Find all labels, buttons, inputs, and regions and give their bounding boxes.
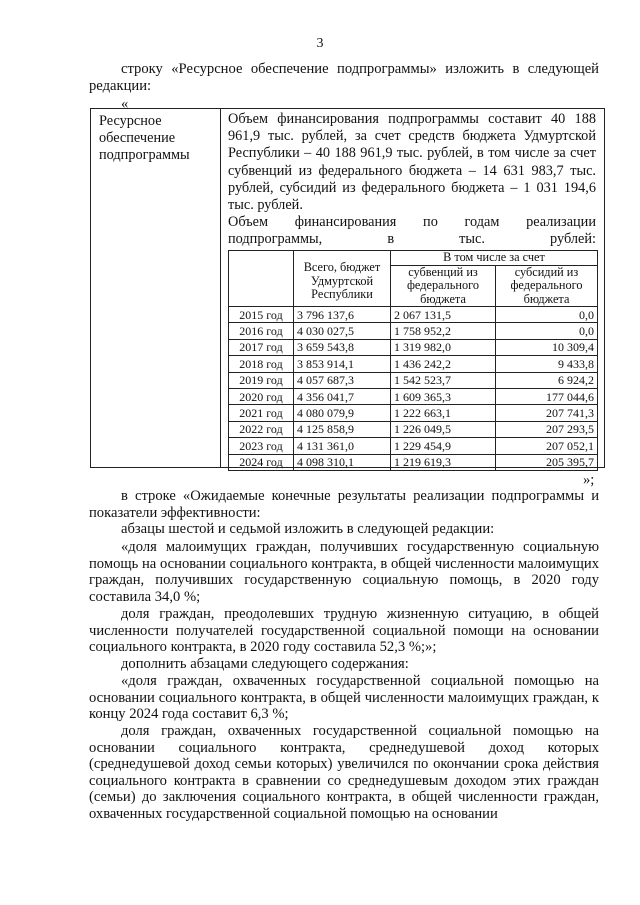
- paragraph-7: доля граждан, охваченных государственной социальной помощью на основании социального контракта, среднедушевой доход которых (среднедушевой доход семьи которых) увеличился по окончании срока действия социального контракта в сравнении со среднедушевым доходом этих граждан (семьи) до заключения социального контракта, в общей численности граждан, охваченных государственной социальной помощью на основании: [89, 723, 599, 822]
- total-cell: 3 796 137,6: [294, 307, 391, 323]
- resource-description: [228, 111, 596, 249]
- paragraph-5: дополнить абзацами следующего содержания:: [121, 656, 409, 672]
- table-row: [229, 339, 598, 355]
- total-cell: 4 057 687,3: [294, 372, 391, 388]
- resource-text-1: Объем финансирования подпрограммы составит 40 188 961,9 тыс. рублей, за счет средств бюджета Удмуртской Республики – 40 188 961,9 тыс. рублей, в том числе за счет субвенций из федерального бюджета – 14 631 983,7 тыс. рублей, субсидий из федерального бюджета – 1 031 194,6 тыс. рублей.: [228, 111, 596, 214]
- subsidy-cell: 0,0: [496, 307, 598, 323]
- subvention-cell: 1 222 663,1: [391, 405, 496, 421]
- total-cell: 3 853 914,1: [294, 356, 391, 372]
- closing-quote: »;: [583, 472, 595, 488]
- total-cell: 4 080 079,9: [294, 405, 391, 421]
- year-cell: 2018 год: [229, 356, 294, 372]
- subsidy-cell: 207 052,1: [496, 438, 598, 454]
- paragraph-2: абзацы шестой и седьмой изложить в следующей редакции:: [121, 521, 495, 537]
- year-cell: 2015 год: [229, 307, 294, 323]
- subvention-cell: 1 542 523,7: [391, 372, 496, 388]
- table-row: [229, 372, 598, 388]
- subvention-header: субвенций из федерального бюджета: [391, 265, 496, 307]
- table-row: [229, 405, 598, 421]
- total-cell: 4 030 027,5: [294, 323, 391, 339]
- table-row: [229, 388, 598, 404]
- intro-paragraph: строку «Ресурсное обеспечение подпрограммы» изложить в следующей редакции:: [89, 61, 599, 94]
- total-cell: 4 098 310,1: [294, 454, 391, 470]
- subvention-cell: 1 226 049,5: [391, 421, 496, 437]
- subvention-cell: 2 067 131,5: [391, 307, 496, 323]
- subsidy-cell: 6 924,2: [496, 372, 598, 388]
- table-row: [229, 454, 598, 470]
- paragraph-4: доля граждан, преодолевших трудную жизненную ситуацию, в общей численности получателей государственной социальной помощи на основании социального контракта, в 2020 году составила 52,3 %;»;: [89, 606, 599, 655]
- total-cell: 3 659 543,8: [294, 339, 391, 355]
- paragraph-1: в строке «Ожидаемые конечные результаты реализации подпрограммы и показатели эффективности:: [89, 488, 599, 521]
- year-cell: 2020 год: [229, 388, 294, 404]
- table-row: [229, 438, 598, 454]
- total-cell: 4 131 361,0: [294, 438, 391, 454]
- subsidy-cell: 0,0: [496, 323, 598, 339]
- subsidy-cell: 10 309,4: [496, 339, 598, 355]
- resource-text-2: Объем финансирования по годам реализации подпрограммы, в тыс. рублей:: [228, 214, 596, 248]
- total-header: Всего, бюджет Удмуртской Республики: [294, 251, 391, 307]
- column-divider: [220, 109, 221, 467]
- year-cell: 2022 год: [229, 421, 294, 437]
- year-cell: 2024 год: [229, 454, 294, 470]
- year-cell: 2017 год: [229, 339, 294, 355]
- subvention-cell: 1 219 619,3: [391, 454, 496, 470]
- subsidy-cell: 9 433,8: [496, 356, 598, 372]
- paragraph-6: «доля граждан, охваченных государственной социальной помощью на основании социального контракта, в общей численности малоимущих граждан, к концу 2024 года составит 6,3 %;: [89, 673, 599, 722]
- total-cell: 4 356 041,7: [294, 388, 391, 404]
- subvention-cell: 1 436 242,2: [391, 356, 496, 372]
- subsidy-cell: 177 044,6: [496, 388, 598, 404]
- table-row: [229, 421, 598, 437]
- year-cell: 2016 год: [229, 323, 294, 339]
- year-cell: 2023 год: [229, 438, 294, 454]
- subsidy-cell: 207 741,3: [496, 405, 598, 421]
- year-cell: 2019 год: [229, 372, 294, 388]
- resource-label: Ресурсное обеспечение подпрограммы: [99, 113, 190, 163]
- table-row: [229, 307, 598, 323]
- subvention-cell: 1 319 982,0: [391, 339, 496, 355]
- group-header: В том числе за счет: [391, 251, 598, 266]
- subvention-cell: 1 229 454,9: [391, 438, 496, 454]
- subsidy-header: субсидий из федерального бюджета: [496, 265, 598, 307]
- table-row: [229, 356, 598, 372]
- opening-quote: «: [121, 96, 129, 112]
- financing-table: [228, 250, 598, 471]
- page-number: 3: [316, 36, 324, 51]
- subsidy-cell: 205 395,7: [496, 454, 598, 470]
- table-row: [229, 323, 598, 339]
- subsidy-cell: 207 293,5: [496, 421, 598, 437]
- paragraph-3: «доля малоимущих граждан, получивших государственную социальную помощь на основании социального контракта, в общей численности малоимущих граждан, получивших государственную социальную помощь, в 2020 году составила 34,0 %;: [89, 539, 599, 605]
- subvention-cell: 1 609 365,3: [391, 388, 496, 404]
- total-cell: 4 125 858,9: [294, 421, 391, 437]
- resource-table: [90, 108, 605, 468]
- subvention-cell: 1 758 952,2: [391, 323, 496, 339]
- year-cell: 2021 год: [229, 405, 294, 421]
- year-header: [229, 251, 294, 307]
